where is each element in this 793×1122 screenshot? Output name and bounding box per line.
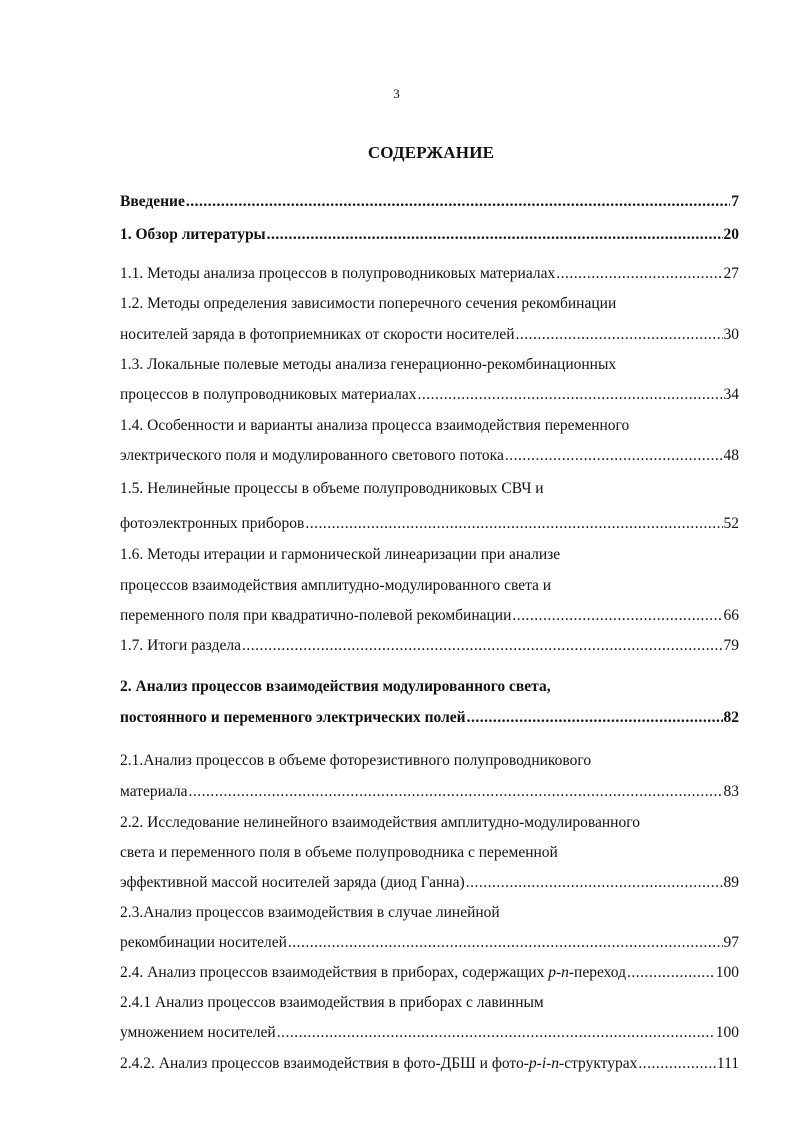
toc-entry-1-4 [120, 446, 739, 466]
toc-entry-1-4-line-1: 1.4. Особенности и варианты анализа процесса взаимодействия переменного [120, 417, 630, 434]
toc-entry-2-1-line-1: 2.1.Анализ процессов в объеме фоторезистивного полупроводникового [120, 752, 592, 769]
toc-text-part: 2.4. Анализ процессов взаимодействия в приборах, содержащих [120, 964, 549, 981]
toc-entry-1-1 [120, 264, 739, 284]
toc-text-dash: - [536, 1055, 542, 1072]
toc-leader [505, 446, 723, 466]
toc-page-number: 100 [715, 964, 739, 981]
toc-leader [277, 1023, 715, 1043]
toc-page-number: 30 [723, 326, 739, 343]
toc-leader [466, 873, 723, 893]
toc-page-number: 48 [723, 447, 739, 464]
toc-entry-2-3 [120, 933, 739, 953]
toc-entry-chapter-1 [120, 225, 739, 245]
toc-entry-2-4-2 [120, 1054, 739, 1074]
toc-entry-1-6-line-2: процессов взаимодействия амплитудно-модулированного света и [120, 577, 552, 594]
toc-text-part: -структурах [559, 1055, 638, 1072]
toc-entry-text: носителей заряда в фотоприемниках от скорости носителей [120, 326, 515, 343]
toc-entry-chapter-2 [120, 708, 739, 728]
page-number: 3 [393, 86, 400, 101]
toc-leader [186, 192, 730, 212]
toc-leader [512, 606, 722, 626]
toc-entry-2-4-1 [120, 1023, 739, 1043]
toc-page-number: 111 [716, 1055, 739, 1072]
toc-page-number: 66 [723, 607, 739, 624]
toc-entry-1-5 [120, 514, 739, 534]
toc-leader [417, 385, 722, 405]
toc-italic-p: p [548, 964, 556, 981]
toc-leader [189, 782, 723, 802]
toc-leader [305, 514, 722, 534]
toc-entry-text [120, 1054, 637, 1074]
toc-entry-text: электрического поля и модулированного светового потока [120, 447, 504, 464]
toc-entry-1-5-line-1: 1.5. Нелинейные процессы в объеме полупроводниковых СВЧ и [120, 480, 544, 497]
toc-entry-2-1 [120, 782, 739, 802]
toc-leader [638, 1054, 716, 1074]
toc-title: СОДЕРЖАНИЕ [367, 143, 495, 162]
toc-entry-text: материала [120, 783, 188, 800]
toc-entry-1-6 [120, 606, 739, 626]
toc-italic-p: p [528, 1055, 537, 1072]
toc-italic-n: n [551, 1055, 560, 1072]
toc-entry-1-2 [120, 325, 739, 345]
toc-entry-1-3 [120, 385, 739, 405]
toc-leader [267, 225, 723, 245]
toc-entry-text: 1. Обзор литературы [120, 226, 266, 243]
toc-entry-text: переменного поля при квадратично-полевой рекомбинации [120, 607, 512, 624]
toc-text-part: 2.4.2. Анализ процессов взаимодействия в фото-ДБШ и фото- [120, 1055, 529, 1072]
toc-text-dash: - [546, 1055, 552, 1072]
toc-page-number: 100 [715, 1024, 739, 1041]
toc-entry-2-2 [120, 873, 739, 893]
toc-page-number: 79 [723, 637, 739, 654]
toc-page-number: 34 [723, 386, 739, 403]
toc-entry-text: умножением носителей [120, 1024, 276, 1041]
toc-entry-text: эффективной массой носителей заряда (диод Ганна) [120, 874, 465, 891]
toc-entry-intro [120, 192, 739, 212]
toc-entry-chapter-2-line-1: 2. Анализ процессов взаимодействия модулированного света, [120, 678, 551, 695]
toc-entry-1-7 [120, 636, 739, 656]
toc-entry-text [120, 963, 626, 983]
toc-leader [516, 325, 723, 345]
toc-entry-1-3-line-1: 1.3. Локальные полевые методы анализа генерационно-рекомбинационных [120, 356, 617, 373]
toc-italic-n: n [561, 964, 569, 981]
toc-leader [288, 933, 723, 953]
toc-page-number: 89 [723, 874, 739, 891]
toc-entry-text: Введение [120, 193, 185, 210]
toc-entry-2-4 [120, 963, 739, 983]
toc-page-number: 7 [731, 193, 739, 210]
toc-leader [627, 963, 715, 983]
toc-entry-text: фотоэлектронных приборов [120, 515, 305, 532]
toc-entry-1-6-line-1: 1.6. Методы итерации и гармонической линеаризации при анализе [120, 546, 561, 563]
toc-page-number: 97 [723, 934, 739, 951]
toc-entry-text: 1.7. Итоги раздела [120, 637, 242, 654]
toc-page-number: 20 [723, 226, 739, 243]
toc-text-dash: - [555, 964, 562, 981]
toc-entry-text: 1.1. Методы анализа процессов в полупроводниковых материалах [120, 265, 556, 282]
toc-leader [467, 708, 723, 728]
toc-leader [556, 264, 722, 284]
toc-page-number: 82 [723, 709, 739, 726]
toc-page-number: 83 [723, 783, 739, 800]
toc-italic-i: i [541, 1055, 547, 1072]
toc-page-number: 27 [723, 265, 739, 282]
toc-entry-2-4-1-line-1: 2.4.1 Анализ процессов взаимодействия в приборах с лавинным [120, 994, 544, 1011]
toc-entry-2-2-line-1: 2.2. Исследование нелинейного взаимодействия амплитудно-модулированного [120, 814, 640, 831]
toc-text-part: -переход [568, 964, 627, 981]
toc-entry-2-2-line-2: света и переменного поля в объеме полупроводника с переменной [120, 844, 558, 861]
toc-page-number: 52 [723, 515, 739, 532]
toc-leader [242, 636, 722, 656]
toc-entry-text: рекомбинации носителей [120, 934, 287, 951]
toc-entry-1-2-line-1: 1.2. Методы определения зависимости поперечного сечения рекомбинации [120, 295, 617, 312]
toc-entry-2-3-line-1: 2.3.Анализ процессов взаимодействия в случае линейной [120, 904, 500, 921]
toc-entry-text: процессов в полупроводниковых материалах [120, 386, 417, 403]
toc-entry-text: постоянного и переменного электрических полей [120, 709, 466, 726]
